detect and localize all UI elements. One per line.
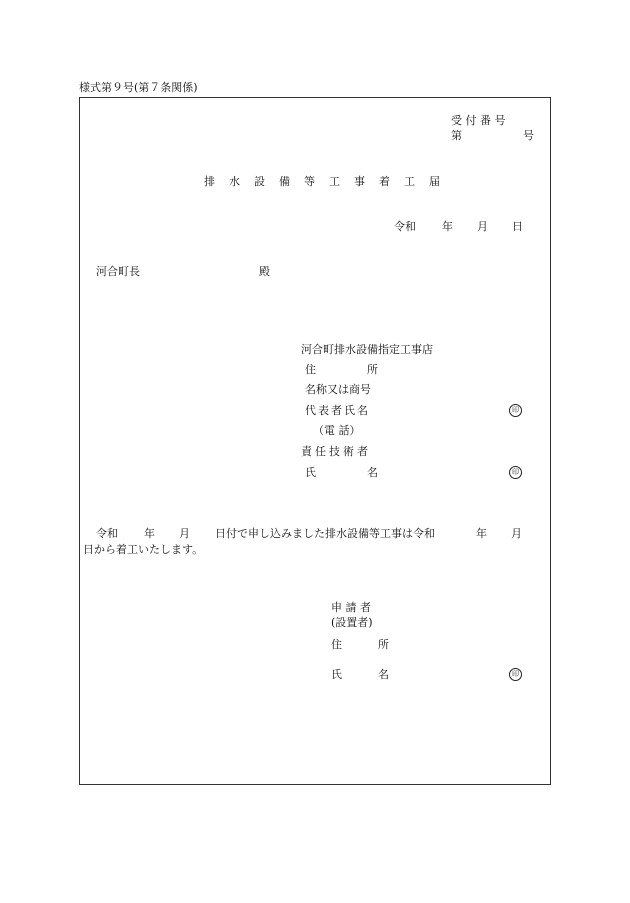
- date-era: 令和: [394, 220, 416, 233]
- addressee-name: 河合町長: [96, 265, 140, 278]
- contractor-heading: 河合町排水設備指定工事店: [301, 343, 433, 356]
- applicant-sub: (設置者): [331, 616, 373, 629]
- addressee-honorific: 殿: [259, 265, 270, 278]
- body-text-line1: 日付で申し込みました排水設備等工事は令和: [215, 527, 435, 540]
- date-year: 年: [442, 220, 453, 233]
- receipt-number-suffix: 号: [523, 129, 534, 142]
- document-frame: [79, 97, 551, 785]
- engineer-name-label-1: 氏: [305, 466, 316, 479]
- receipt-number-prefix: 第: [451, 129, 462, 142]
- body-year-2: 年: [476, 527, 487, 540]
- date-month: 月: [477, 220, 488, 233]
- applicant-address-label-1: 住: [331, 638, 342, 651]
- form-number: 様式第９号(第７条関係): [79, 81, 198, 94]
- seal-icon: 印: [509, 668, 522, 681]
- seal-icon: 印: [509, 404, 522, 417]
- applicant-heading: 申 請 者: [331, 601, 371, 614]
- body-year: 年: [144, 527, 155, 540]
- body-text-line2: 日から着工いたします。: [83, 543, 204, 556]
- engineer-name-label-2: 名: [367, 466, 378, 479]
- applicant-address-label-2: 所: [378, 638, 389, 651]
- date-day: 日: [512, 220, 523, 233]
- contractor-phone-label: （電 話）: [313, 424, 361, 437]
- body-month-2: 月: [511, 527, 522, 540]
- applicant-name-label-2: 名: [378, 668, 389, 681]
- responsible-engineer-label: 責任技術者: [301, 445, 371, 458]
- document-title: 排水設備等工事着工届: [204, 175, 454, 188]
- receipt-number-label: 受 付 番 号: [451, 114, 506, 127]
- applicant-name-label-1: 氏: [331, 668, 342, 681]
- contractor-representative-label: 代表者氏名: [305, 404, 370, 417]
- contractor-name-label: 名称又は商号: [305, 383, 371, 396]
- body-month: 月: [179, 527, 190, 540]
- contractor-address-label-2: 所: [367, 363, 378, 376]
- contractor-address-label-1: 住: [305, 363, 316, 376]
- body-era: 令和: [96, 527, 118, 540]
- seal-icon: 印: [509, 466, 522, 479]
